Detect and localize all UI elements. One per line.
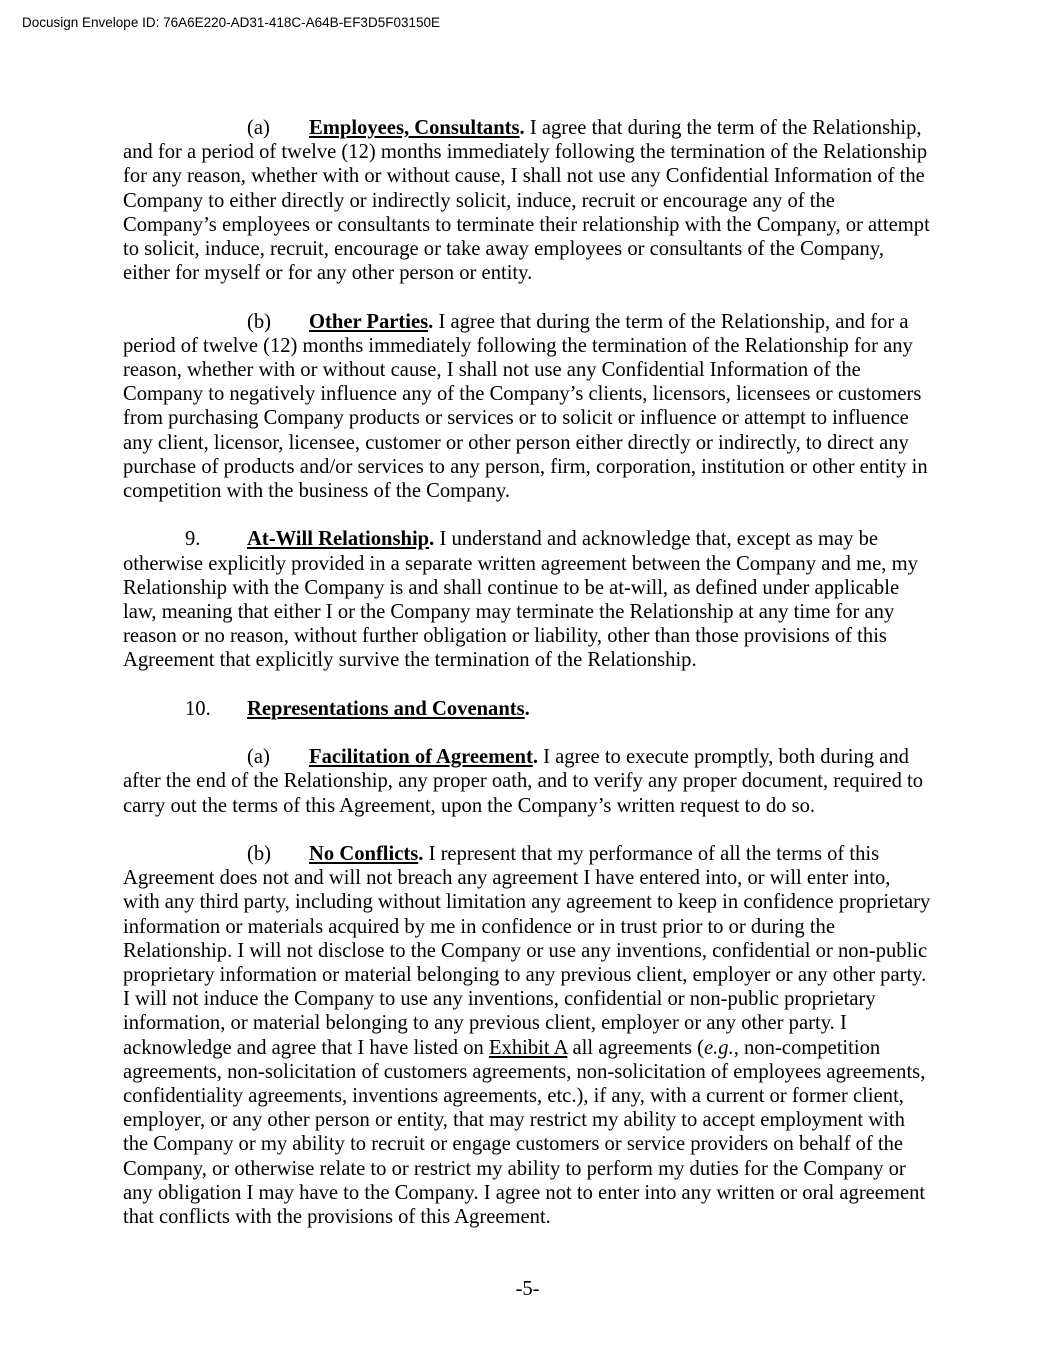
text-segment: . [524, 697, 530, 720]
text-segment: . [418, 843, 429, 866]
text-segment: . [519, 117, 530, 139]
docusign-envelope-id: Docusign Envelope ID: 76A6E220-AD31-418C-A64B-EF3D5F03150E [22, 15, 440, 30]
paragraph-label: 9. [185, 528, 201, 551]
paragraph-heading: Facilitation of Agreement [309, 746, 533, 769]
page-number: -5- [515, 1278, 540, 1300]
paragraph [123, 697, 931, 721]
text-segment: . [429, 528, 440, 551]
document-body [123, 116, 931, 1253]
text-segment: I agree that during the term of the Relationship, and for a period of twelve (12) months immediately following the termination of the Relationship for any reason, whether with or without cause, I shall not use any Confidential Information of the Company to either directly or indirectly solicit, induce, recruit or encourage any of the Company’s employees or consultants to terminate their relationship with the Company, or attempt to solicit, induce, recruit, encourage or take away employees or consultants of the Company, either for myself or for any other person or entity. [123, 117, 930, 285]
paragraph-heading: Other Parties [309, 310, 429, 333]
paragraph-label: (b) [247, 310, 272, 333]
paragraph-heading: Representations and Covenants [247, 697, 525, 720]
paragraph-label: (a) [247, 746, 270, 769]
paragraph [123, 310, 931, 504]
text-segment: . [532, 746, 544, 769]
paragraph [123, 527, 931, 672]
paragraph [123, 745, 931, 818]
text-segment: all agreements ( [567, 1036, 705, 1059]
text-segment: I agree that during the term of the Relationship, and for a period of twelve (12) months immediately following the termination of the Relationship for any reason, whether with or without cause, I shall not use any Confidential Information of the Company to negatively influence any of the Company’s clients, licensors, licensees or customers from purchasing Company products or services or to solicit or influence or attempt to influence any client, licensor, licensee, customer or other person either directly or indirectly, to direct any purchase of products and/or services to any person, firm, corporation, institution or other entity in competition with the business of the Company. [123, 310, 928, 503]
text-segment: I agree to execute promptly, both during and after the end of the Relationship, any proper oath, and to verify any proper document, required to carry out the terms of this Agreement, upon the Company’s written request to do so. [123, 746, 924, 817]
text-segment: . [428, 310, 439, 333]
text-segment: e.g., [704, 1036, 739, 1059]
paragraph-label: (a) [247, 117, 270, 139]
paragraph-label: 10. [185, 697, 211, 720]
paragraph-heading: No Conflicts [309, 843, 419, 866]
paragraph [123, 116, 931, 285]
text-segment: I understand and acknowledge that, except as may be otherwise explicitly provided in a separate written agreement between the Company and me, my Relationship with the Company is and shall continue to be at-will, as defined under applicable law, meaning that either I or the Company may terminate the Relationship at any time for any reason or no reason, without further obligation or liability, other than those provisions of this Agreement that explicitly survive the termination of the Relationship. [123, 528, 918, 672]
paragraph-heading: Employees, Consultants [309, 117, 520, 139]
paragraph-label: (b) [247, 843, 272, 866]
text-segment: Exhibit A [488, 1036, 568, 1059]
paragraph [123, 842, 931, 1229]
text-segment: non-competition agreements, non-solicitation of customers agreements, non-solicitation of employees agreements, confidentiality agreements, inventions agreements, etc.), if any, with a current or former client, employer, or any other person or entity, that may restrict my ability to accept employment with the Company or my ability to recruit or engage customers or service providers on behalf of the Company, or otherwise relate to or restrict my ability to perform my duties for the Company or any obligation I may have to the Company. I agree not to enter into any written or oral agreement that conflicts with the provisions of this Agreement. [123, 1036, 926, 1229]
paragraph-heading: At-Will Relationship [247, 528, 430, 551]
text-segment: I represent that my performance of all the terms of this Agreement does not and will not breach any agreement I have entered into, or will enter into, with any third party, including without limitation any agreement to keep in confidence proprietary information or materials acquired by me in confidence or in trust prior to or during the Relationship. I will not disclose to the Company or use any inventions, confidential or non-public proprietary information or material belonging to any previous client, employer or any other party. I will not induce the Company to use any inventions, confidential or non-public proprietary information, or material belonging to any previous client, employer or any other party. I acknowledge and agree that I have listed on [123, 843, 931, 1059]
